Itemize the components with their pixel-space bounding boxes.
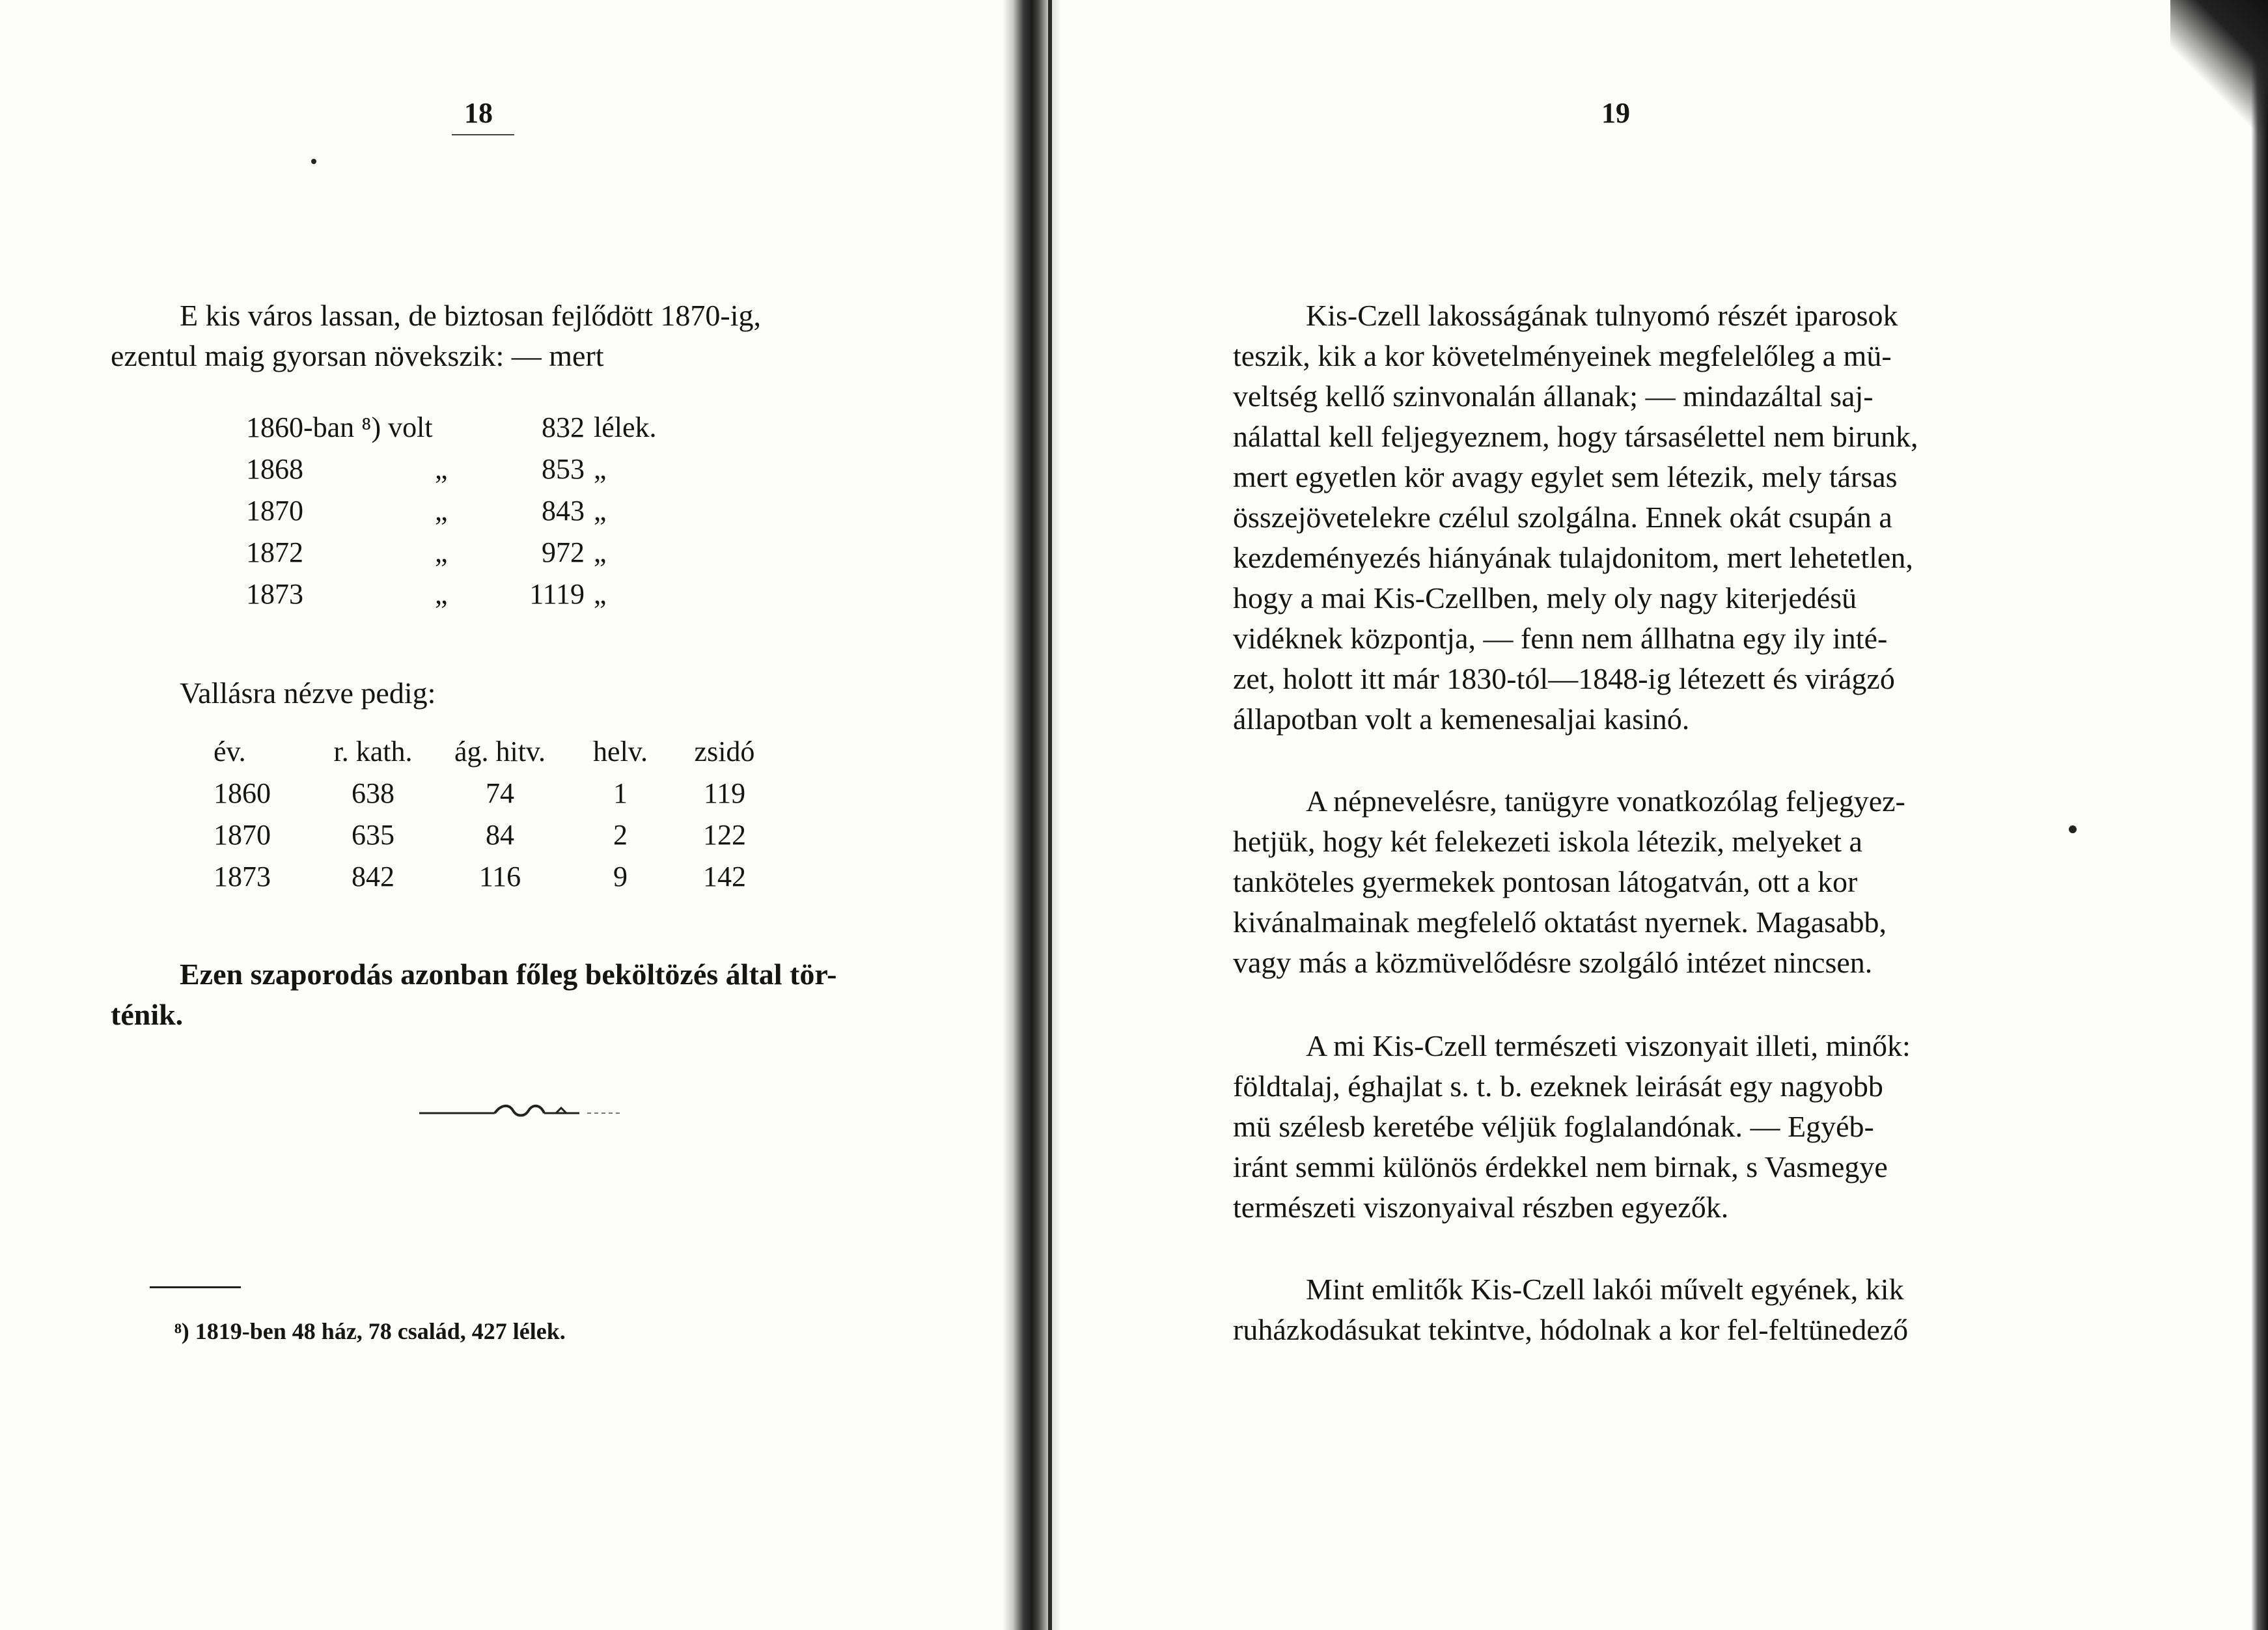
- page-number-right: 19: [1601, 97, 1630, 129]
- ornament-divider: [417, 1099, 625, 1125]
- population-unit: „: [594, 494, 607, 527]
- intro-line: E kis város lassan, de biztosan fejlődött 1870-ig,: [180, 299, 762, 332]
- paragraph-line: veltség kellő szinvonalán állanak; — mindazáltal saj-: [1233, 380, 1874, 413]
- table-cell: 116: [478, 860, 521, 892]
- page-number-left: 18: [464, 97, 493, 129]
- population-count: 843: [542, 494, 585, 527]
- paragraph-education: [1233, 781, 1949, 983]
- table-cell: 842: [352, 860, 394, 892]
- table-row: [246, 448, 685, 490]
- population-ditto: „: [435, 577, 448, 610]
- table-cell: 638: [352, 777, 394, 809]
- intro-paragraph: [111, 296, 858, 376]
- paragraph-society: [1233, 296, 1949, 739]
- speck: [311, 159, 316, 164]
- closing-line: ténik.: [111, 998, 184, 1031]
- population-count: 832: [542, 411, 585, 443]
- paragraph-nature: [1233, 1026, 1949, 1228]
- population-ditto: [435, 406, 513, 448]
- table-cell: 1860: [214, 777, 271, 809]
- paragraph-line: Kis-Czell lakosságának tulnyomó részét iparosok: [1306, 299, 1898, 332]
- paragraph-line: hetjük, hogy két felekezeti iskola létezik, melyeket a: [1233, 825, 1862, 858]
- paragraph-line: nálattal kell feljegyeznem, hogy társasélettel nem birunk,: [1233, 420, 1918, 453]
- population-unit: „: [594, 452, 607, 485]
- column-header: r. kath.: [333, 735, 413, 767]
- paragraph-line: hogy a mai Kis-Czellben, mely oly nagy kiterjedésü: [1233, 581, 1857, 615]
- paragraph-line: tanköteles gyermekek pontosan látogatván, ott a kor: [1233, 865, 1858, 898]
- population-ditto: „: [435, 452, 448, 485]
- speck: [2069, 825, 2077, 833]
- table-header-row: [214, 730, 773, 772]
- column-header: év.: [214, 735, 246, 767]
- closing-paragraph: [111, 954, 858, 1035]
- paragraph-line: teszik, kik a kor követelményeinek megfelelőleg a mü-: [1233, 339, 1892, 372]
- paragraph-line: zet, holott itt már 1830-tól—1848-ig létezett és virágzó: [1233, 662, 1895, 695]
- table-row: [246, 490, 685, 531]
- religion-table: [214, 730, 773, 897]
- population-unit: „: [594, 536, 607, 568]
- left-page: [0, 0, 1003, 1630]
- population-unit: „: [594, 577, 607, 610]
- table-cell: 122: [703, 818, 746, 851]
- paragraph-line: összejövetelekre czélul szolgálna. Ennek okát csupán a: [1233, 501, 1892, 534]
- table-row: [214, 814, 773, 855]
- table-cell: 9: [613, 860, 628, 892]
- paragraph-line: iránt semmi különös érdekkel nem birnak, s Vasmegye: [1233, 1150, 1888, 1183]
- paragraph-line: A mi Kis-Czell természeti viszonyait illeti, minők:: [1306, 1029, 1911, 1062]
- population-count: 972: [542, 536, 585, 568]
- table-cell: 1: [613, 777, 628, 809]
- paragraph-line: természeti viszonyaival részben egyezők.: [1233, 1191, 1729, 1224]
- paragraph-line: vagy más a közmüvelődésre szolgáló intézet nincsen.: [1233, 946, 1873, 979]
- paragraph-line: állapotban volt a kemenesaljai kasinó.: [1233, 702, 1690, 736]
- population-year: 1868: [246, 452, 303, 485]
- table-cell: 635: [352, 818, 394, 851]
- paragraph-line: mert egyetlen kör avagy egylet sem létezik, mely társas: [1233, 460, 1898, 493]
- page-edge-shadow: [2251, 0, 2268, 1630]
- religion-heading: Vallásra nézve pedig:: [180, 676, 436, 710]
- population-year: 1872: [246, 536, 303, 568]
- paragraph-line: A népnevelésre, tanügyre vonatkozólag feljegyez-: [1306, 784, 1905, 818]
- paragraph-line: Mint emlitők Kis-Czell lakói művelt egyének, kik: [1306, 1273, 1904, 1306]
- paragraph-residents: [1233, 1269, 1949, 1350]
- paragraph-line: kivánalmainak megfelelő oktatást nyernek. Magasabb,: [1233, 905, 1887, 939]
- column-header: ág. hitv.: [454, 735, 546, 767]
- population-year: 1860-ban ⁸) volt: [246, 411, 433, 443]
- paragraph-line: mü szélesb keretébe véljük foglalandónak. — Egyéb-: [1233, 1110, 1874, 1143]
- table-row: [214, 772, 773, 814]
- paragraph-line: földtalaj, éghajlat s. t. b. ezeknek leirását egy nagyobb: [1233, 1070, 1883, 1103]
- population-count: 853: [542, 452, 585, 485]
- population-unit: lélek.: [594, 411, 657, 443]
- gutter-shadow-line: [1048, 0, 1052, 1630]
- population-table: [246, 406, 685, 615]
- table-cell: 74: [486, 777, 514, 809]
- table-cell: 1873: [214, 860, 271, 892]
- table-row: [214, 855, 773, 897]
- column-header: helv.: [593, 735, 648, 767]
- right-page: [1061, 0, 2251, 1630]
- footnote-rule: [150, 1286, 241, 1288]
- population-count: 1119: [529, 577, 585, 610]
- table-row: [246, 573, 685, 615]
- table-cell: 1870: [214, 818, 271, 851]
- table-cell: 142: [703, 860, 746, 892]
- population-ditto: „: [435, 494, 448, 527]
- footnote: ⁸) 1819-ben 48 ház, 78 család, 427 lélek.: [174, 1318, 566, 1344]
- closing-line: Ezen szaporodás azonban főleg beköltözés által tör-: [180, 958, 837, 991]
- paragraph-line: vidéknek központja, — fenn nem állhatna egy ily inté-: [1233, 622, 1888, 655]
- column-header: zsidó: [694, 735, 755, 767]
- book-gutter: [1003, 0, 1061, 1630]
- population-year: 1870: [246, 494, 303, 527]
- population-ditto: „: [435, 536, 448, 568]
- table-row: [246, 531, 685, 573]
- paragraph-line: kezdeményezés hiányának tulajdonitom, mert lehetetlen,: [1233, 541, 1913, 574]
- population-year: 1873: [246, 577, 303, 610]
- table-cell: 2: [613, 818, 628, 851]
- paragraph-line: ruházkodásukat tekintve, hódolnak a kor fel-feltünedező: [1233, 1313, 1909, 1346]
- table-cell: 119: [703, 777, 746, 809]
- table-row: [246, 406, 685, 448]
- page-number-underline: [452, 134, 514, 135]
- intro-line: ezentul maig gyorsan növekszik: — mert: [111, 339, 604, 372]
- table-cell: 84: [486, 818, 514, 851]
